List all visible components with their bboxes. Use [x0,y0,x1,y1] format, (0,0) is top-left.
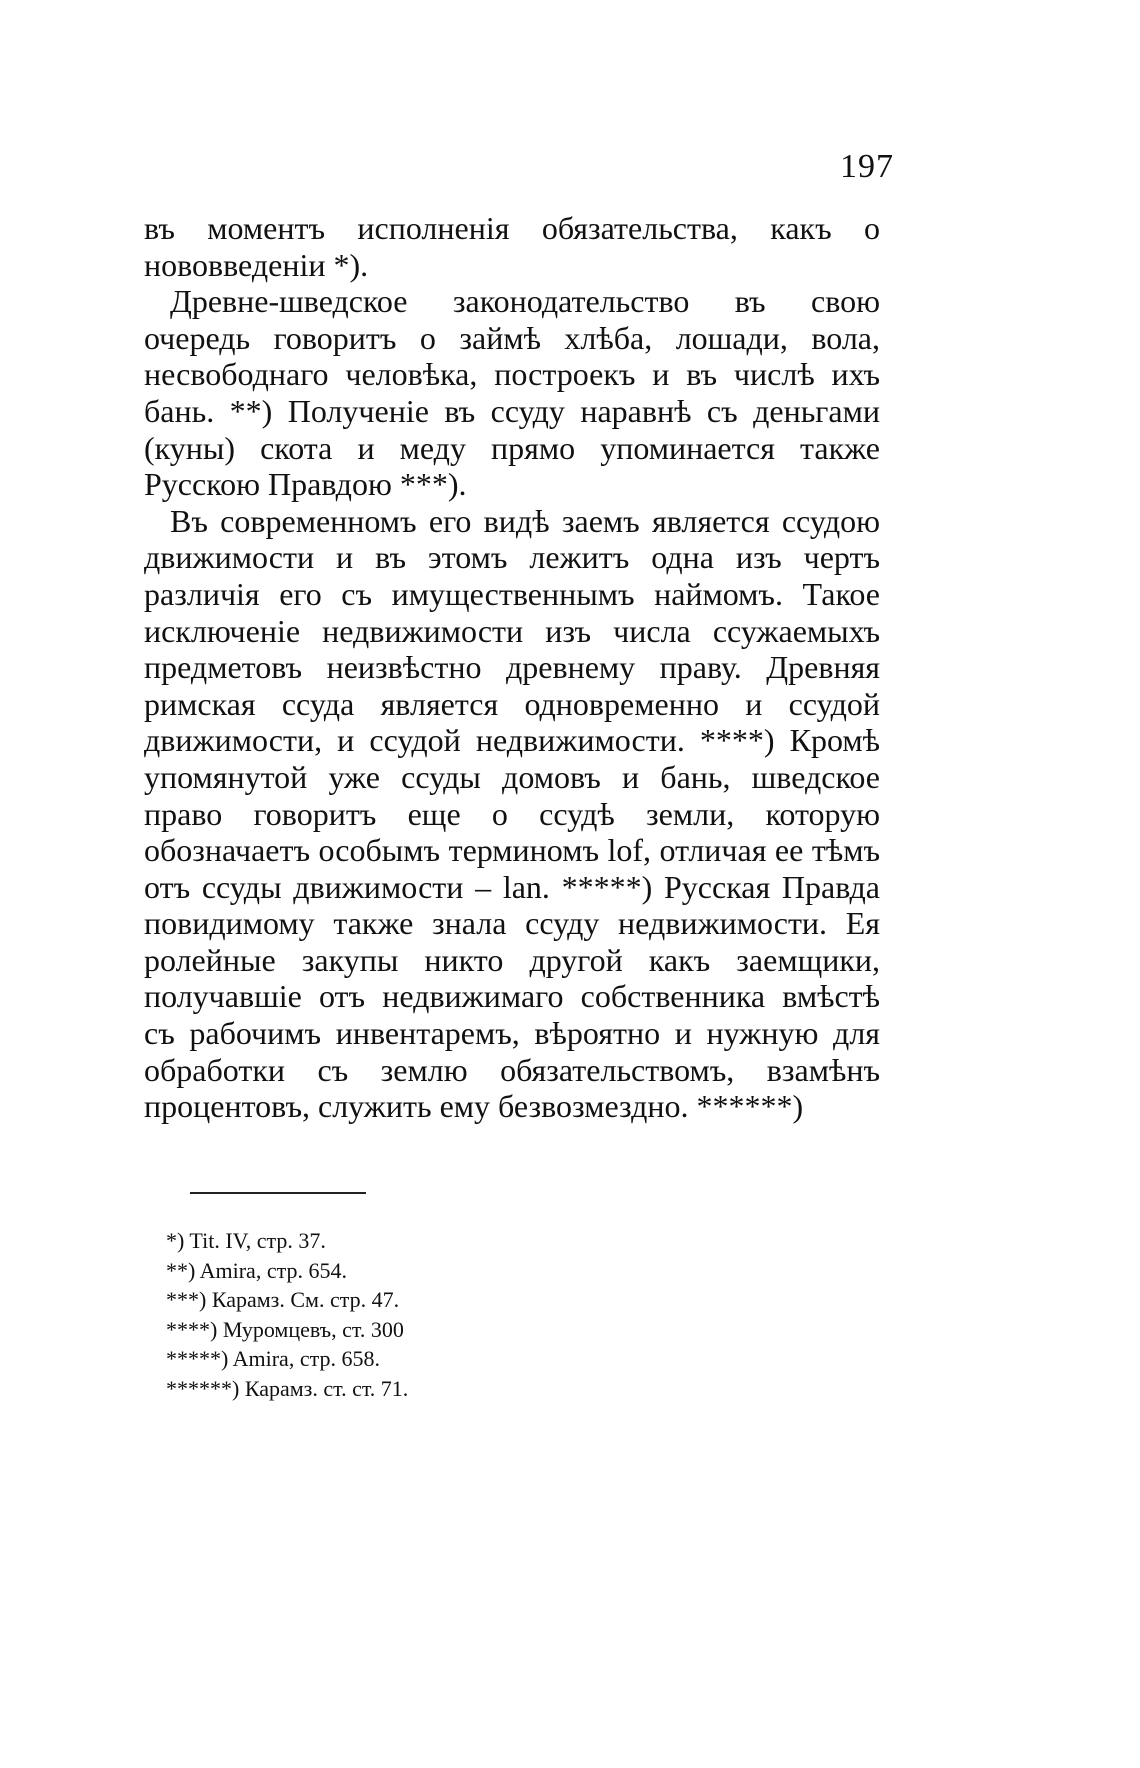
footnote-separator [190,1192,366,1194]
main-text [144,210,880,1125]
paragraph-swedish-law: Древне-шведское законодательство въ свою очередь говоритъ о займѣ хлѣба, лошади, вола, несвободнаго человѣка, построекъ и въ числѣ ихъ бань. **) Полученіе въ ссуду наравнѣ съ деньгами (куны) скота и меду прямо упоминается также Русскою Правдою ***). [144,283,880,503]
footnote-1: *) Tit. IV, стр. 37. [166,1228,326,1253]
footnote-5: *****) Amira, стр. 658. [166,1346,380,1371]
paragraph-modern-loan: Въ современномъ его видѣ заемъ является ссудою движимости и въ этомъ лежитъ одна изъ чертъ различія его съ имущественнымъ наймомъ. Такое исключеніе недвижимости изъ числа ссужаемыхъ предметовъ неизвѣстно древнему праву. Древняя римская ссуда является одновременно и ссудой движимости, и ссудой недвижимости. ****) Кромѣ упомянутой уже ссуды домовъ и бань, шведское право говоритъ еще о ссудѣ земли, которую обозначаетъ особымъ терминомъ lof, отличая ее тѣмъ отъ ссуды движимости – lan. *****) Русская Правда повидимому также знала ссуду недвижимости. Ея ролейные закупы никто другой какъ заемщики, получавшіе отъ недвижимаго собственника вмѣстѣ съ рабочимъ инвентаремъ, вѣроятно и нужную для обработки съ землю обязательствомъ, взамѣнъ процентовъ, служить ему безвозмездно. ******) [144,502,880,1125]
paragraph-continuation: въ моментъ исполненія обязательства, какъ о нововведеніи *). [144,210,880,283]
footnotes-list [166,1226,408,1403]
footnote-6: ******) Карамз. ст. ст. 71. [166,1375,409,1401]
footnote-2: **) Amira, стр. 654. [166,1257,347,1283]
footnote-3: ***) Карамз. См. стр. 47. [166,1287,400,1312]
footnote-4: ****) Муромцевъ, ст. 300 [166,1316,404,1342]
page-number: 197 [840,148,894,185]
